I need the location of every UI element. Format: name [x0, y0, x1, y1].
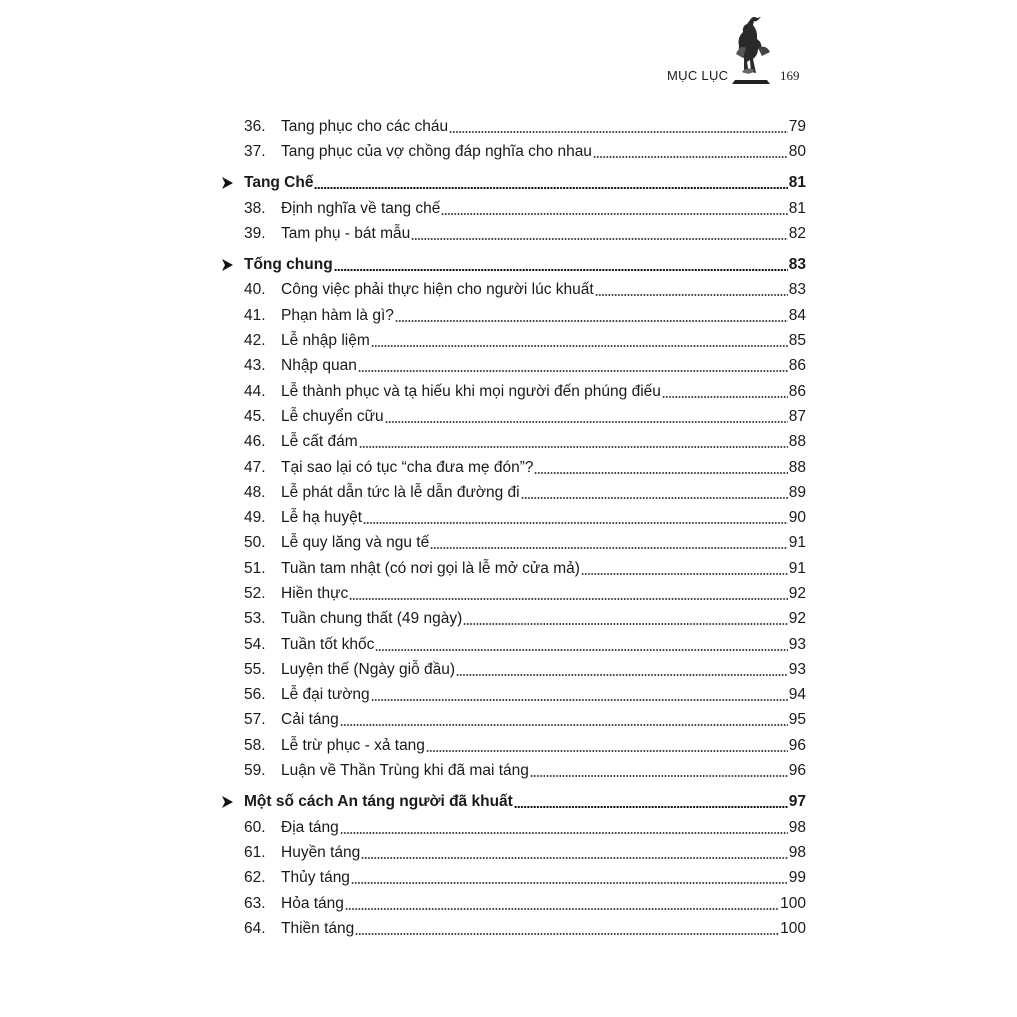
crane-figure-icon — [728, 14, 774, 86]
toc-item-title: Lễ cất đám — [281, 433, 358, 451]
dot-leader — [514, 806, 788, 808]
toc-page-number: 98 — [788, 843, 806, 861]
toc-page-number: 92 — [788, 610, 806, 628]
toc-item-number: 45. — [244, 407, 266, 425]
toc-page-number: 87 — [788, 407, 806, 425]
toc-item-number: 63. — [244, 894, 266, 912]
toc-item-row[interactable] — [216, 632, 806, 657]
dot-leader — [349, 598, 788, 600]
toc-item-number: 40. — [244, 281, 266, 299]
toc-item-row[interactable] — [216, 480, 806, 505]
toc-item-number: 36. — [244, 117, 266, 135]
toc-item-title: Lễ đại tường — [281, 686, 370, 704]
toc-page-number: 97 — [788, 793, 806, 811]
toc-item-row[interactable] — [216, 379, 806, 404]
toc-item-number: 43. — [244, 357, 266, 375]
toc-page-number: 83 — [788, 256, 806, 274]
toc-item-row[interactable] — [216, 733, 806, 758]
toc-item-row[interactable] — [216, 221, 806, 246]
dot-leader — [530, 775, 788, 777]
dot-leader — [314, 187, 787, 189]
toc-item-number: 64. — [244, 919, 266, 937]
toc-item-title: Hỏa táng — [281, 894, 344, 912]
toc-page-number: 98 — [788, 818, 806, 836]
toc-page-number: 83 — [788, 281, 806, 299]
toc-item-row[interactable] — [216, 404, 806, 429]
toc-item-number: 48. — [244, 483, 266, 501]
toc-section-title: Tống chung — [244, 256, 333, 274]
toc-item-title: Lễ chuyển cữu — [281, 407, 384, 425]
page-header — [560, 14, 810, 90]
dot-leader — [340, 724, 788, 726]
toc-item-number: 53. — [244, 610, 266, 628]
toc-item-title: Tại sao lại có tục “cha đưa mẹ đón”? — [281, 458, 534, 476]
toc-item-title: Tuần chung thất (49 ngày) — [281, 610, 463, 628]
dot-leader — [595, 294, 788, 296]
arrowhead-bullet-icon — [216, 796, 244, 808]
toc-section-row[interactable] — [216, 252, 806, 277]
toc-item-row[interactable] — [216, 455, 806, 480]
toc-item-number: 55. — [244, 660, 266, 678]
toc-item-title: Nhập quan — [281, 357, 357, 375]
toc-page-number: 82 — [788, 224, 806, 242]
dot-leader — [345, 908, 779, 910]
toc-item-number: 58. — [244, 736, 266, 754]
toc-item-number: 54. — [244, 635, 266, 653]
toc-page-number: 79 — [788, 117, 806, 135]
toc-item-title: Luyện thế (Ngày giỗ đầu) — [281, 660, 456, 678]
dot-leader — [456, 674, 788, 676]
toc-page-number: 81 — [788, 199, 806, 217]
dot-leader — [463, 623, 788, 625]
dot-leader — [358, 370, 788, 372]
toc-page-number: 89 — [788, 483, 806, 501]
toc-item-number: 44. — [244, 382, 266, 400]
toc-item-title: Lễ quy lăng và ngu tế — [281, 534, 430, 552]
toc-item-number: 41. — [244, 306, 266, 324]
toc-item-row[interactable] — [216, 354, 806, 379]
toc-item-row[interactable] — [216, 328, 806, 353]
toc-item-row[interactable] — [216, 581, 806, 606]
toc-page-number: 85 — [788, 332, 806, 350]
toc-item-title: Lễ trừ phục - xả tang — [281, 736, 425, 754]
toc-item-row[interactable] — [216, 139, 806, 164]
toc-item-title: Tam phụ - bát mẫu — [281, 224, 411, 242]
toc-item-row[interactable] — [216, 556, 806, 581]
toc-item-number: 38. — [244, 199, 266, 217]
toc-page-number: 80 — [788, 142, 806, 160]
dot-leader — [534, 472, 787, 474]
dot-leader — [662, 396, 788, 398]
toc-item-number: 62. — [244, 869, 266, 887]
toc-page-number: 95 — [788, 711, 806, 729]
toc-page-number: 86 — [788, 382, 806, 400]
arrowhead-bullet-icon — [216, 259, 244, 271]
toc-page-number: 94 — [788, 686, 806, 704]
dot-leader — [426, 750, 788, 752]
toc-item-row[interactable] — [216, 196, 806, 221]
toc-item-title: Lễ phát dẫn tức là lễ dẫn đường đi — [281, 483, 520, 501]
toc-item-title: Luận về Thần Trùng khi đã mai táng — [281, 762, 529, 780]
toc-item-row[interactable] — [216, 531, 806, 556]
dot-leader — [371, 699, 788, 701]
toc-page-number: 91 — [788, 534, 806, 552]
toc-item-row[interactable] — [216, 505, 806, 530]
toc-page-number: 81 — [788, 174, 806, 192]
dot-leader — [449, 131, 788, 133]
dot-leader — [351, 882, 788, 884]
toc-item-number: 50. — [244, 534, 266, 552]
toc-item-number: 59. — [244, 762, 266, 780]
toc-item-row[interactable] — [216, 708, 806, 733]
dot-leader — [521, 497, 788, 499]
toc-item-title: Tuần tốt khốc — [281, 635, 375, 653]
toc-item-row[interactable] — [216, 657, 806, 682]
toc-item-title: Thủy táng — [281, 869, 350, 887]
toc-item-title: Huyền táng — [281, 843, 361, 861]
toc-item-number: 61. — [244, 843, 266, 861]
dot-leader — [430, 547, 788, 549]
header-section-title: MỤC LỤC — [667, 68, 729, 83]
toc-item-row[interactable] — [216, 758, 806, 783]
toc-item-number: 46. — [244, 433, 266, 451]
toc-item-number: 56. — [244, 686, 266, 704]
toc-item-title: Lễ hạ huyệt — [281, 509, 363, 527]
arrowhead-bullet-icon — [216, 177, 244, 189]
dot-leader — [441, 213, 787, 215]
toc-item-row[interactable] — [216, 916, 806, 941]
toc-section-title: Một số cách An táng người đã khuất — [244, 793, 513, 811]
toc-page-number: 88 — [788, 433, 806, 451]
toc-item-title: Tuần tam nhật (có nơi gọi là lễ mở cửa mả) — [281, 559, 580, 577]
toc-item-title: Địa táng — [281, 818, 339, 836]
toc-item-row[interactable] — [216, 815, 806, 840]
toc-item-title: Phạn hàm là gì? — [281, 306, 394, 324]
toc-item-row[interactable] — [216, 840, 806, 865]
dot-leader — [363, 522, 788, 524]
toc-item-title: Hiền thực — [281, 584, 349, 602]
toc-section-row[interactable] — [216, 171, 806, 196]
toc-item-title: Công việc phải thực hiện cho người lúc khuất — [281, 281, 594, 299]
toc-item-row[interactable] — [216, 866, 806, 891]
toc-item-number: 57. — [244, 711, 266, 729]
toc-item-row[interactable] — [216, 303, 806, 328]
header-page-number: 169 — [780, 68, 800, 83]
toc-item-row[interactable] — [216, 114, 806, 139]
toc-page-number: 90 — [788, 509, 806, 527]
toc-item-number: 49. — [244, 509, 266, 527]
toc-page-number: 88 — [788, 458, 806, 476]
toc-item-number: 42. — [244, 332, 266, 350]
dot-leader — [361, 857, 787, 859]
toc-page-number: 93 — [788, 660, 806, 678]
toc-item-number: 51. — [244, 559, 266, 577]
dot-leader — [395, 320, 788, 322]
toc-page-number: 99 — [788, 869, 806, 887]
toc-section-row[interactable] — [216, 790, 806, 815]
toc-item-title: Thiền táng — [281, 919, 355, 937]
toc-item-title: Lễ thành phục và tạ hiếu khi mọi người đến phúng điếu — [281, 382, 661, 400]
dot-leader — [375, 649, 787, 651]
toc-item-title: Lễ nhập liệm — [281, 332, 370, 350]
toc-item-number: 47. — [244, 458, 266, 476]
toc-page-number: 84 — [788, 306, 806, 324]
toc-item-row[interactable] — [216, 430, 806, 455]
toc-page-number: 100 — [780, 919, 806, 937]
dot-leader — [411, 238, 788, 240]
dot-leader — [340, 832, 788, 834]
toc-item-title: Định nghĩa về tang chế — [281, 199, 441, 217]
toc-page-number: 100 — [780, 894, 806, 912]
dot-leader — [385, 421, 788, 423]
toc-item-row[interactable] — [216, 891, 806, 916]
toc-item-title: Tang phục của vợ chồng đáp nghĩa cho nhau — [281, 142, 592, 160]
toc-page-number: 92 — [788, 584, 806, 602]
dot-leader — [359, 446, 788, 448]
toc-item-number: 60. — [244, 818, 266, 836]
toc-page-number: 91 — [788, 559, 806, 577]
toc-item-number: 37. — [244, 142, 266, 160]
toc-page-number: 86 — [788, 357, 806, 375]
toc-item-title: Cải táng — [281, 711, 339, 729]
dot-leader — [593, 156, 788, 158]
toc-item-row[interactable] — [216, 607, 806, 632]
toc-section-title: Tang Chế — [244, 174, 314, 192]
toc-page-number: 96 — [788, 736, 806, 754]
toc-item-row[interactable] — [216, 278, 806, 303]
toc-item-title: Tang phục cho các cháu — [281, 117, 449, 135]
dot-leader — [355, 933, 779, 935]
table-of-contents — [216, 114, 806, 942]
toc-page-number: 96 — [788, 762, 806, 780]
toc-item-row[interactable] — [216, 683, 806, 708]
dot-leader — [371, 345, 788, 347]
toc-page-number: 93 — [788, 635, 806, 653]
toc-item-number: 39. — [244, 224, 266, 242]
dot-leader — [334, 269, 788, 271]
toc-item-number: 52. — [244, 584, 266, 602]
dot-leader — [581, 573, 788, 575]
